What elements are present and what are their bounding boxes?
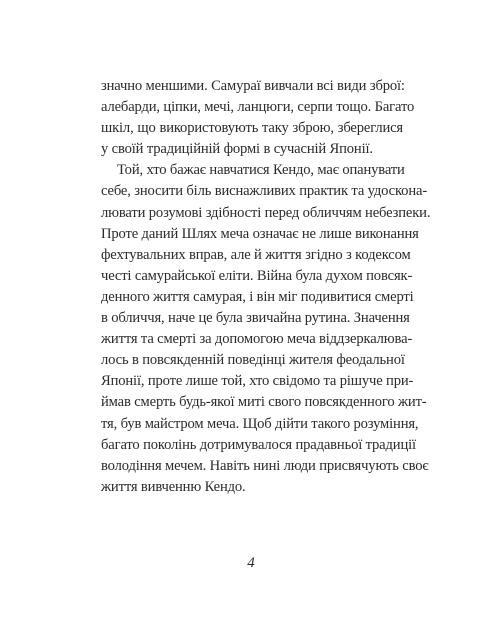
text-line: денного життя самурая, і він міг подивитися смерті — [101, 288, 414, 305]
text-line: життя вивченню Кендо. — [101, 478, 246, 495]
text-line: честі самурайської еліти. Війна була духом повсяк- — [101, 267, 413, 284]
text-line: Проте даний Шлях меча означає не лише виконання — [101, 225, 419, 242]
text-line: тя, був майстром меча. Щоб дійти такого розуміння, — [101, 415, 419, 432]
text-line: фехтувальних вправ, але й життя згідно з кодексом — [101, 246, 411, 263]
body-text — [101, 76, 431, 498]
text-line: в обличчя, наче це була звичайна рутина. Значення — [101, 310, 410, 327]
text-line: багато поколінь дотримувалося прадавньої традиції — [101, 436, 416, 453]
text-line: лось в повсякденній поведінці жителя феодальної — [101, 352, 405, 369]
text-line: Японії, проте лише той, хто свідомо та рішуче при- — [101, 373, 414, 390]
text-line: себе, зносити біль виснажливих практик та удоскона- — [101, 183, 428, 200]
text-line: значно меншими. Самураї вивчали всі види зброї: — [101, 78, 405, 94]
text-line: життя та смерті за допомогою меча віддзеркалюва- — [101, 331, 413, 348]
text-line: у своїй традиційній формі в сучасній Японії. — [101, 141, 373, 158]
text-line: алебарди, ціпки, мечі, ланцюги, серпи тощо. Багато — [101, 99, 415, 116]
page-number: 4 — [247, 555, 255, 571]
text-line: володіння мечем. Навіть нині люди присвячують своє — [101, 457, 429, 474]
text-line: лювати розумові здібності перед обличчям небезпеки. — [101, 204, 431, 221]
text-line: шкіл, що використовують таку зброю, збереглися — [101, 120, 403, 137]
text-line: Той, хто бажає навчатися Кендо, має опанувати — [117, 162, 405, 179]
text-line: ймав смерть будь-якої миті свого повсякденного жит- — [101, 394, 427, 411]
